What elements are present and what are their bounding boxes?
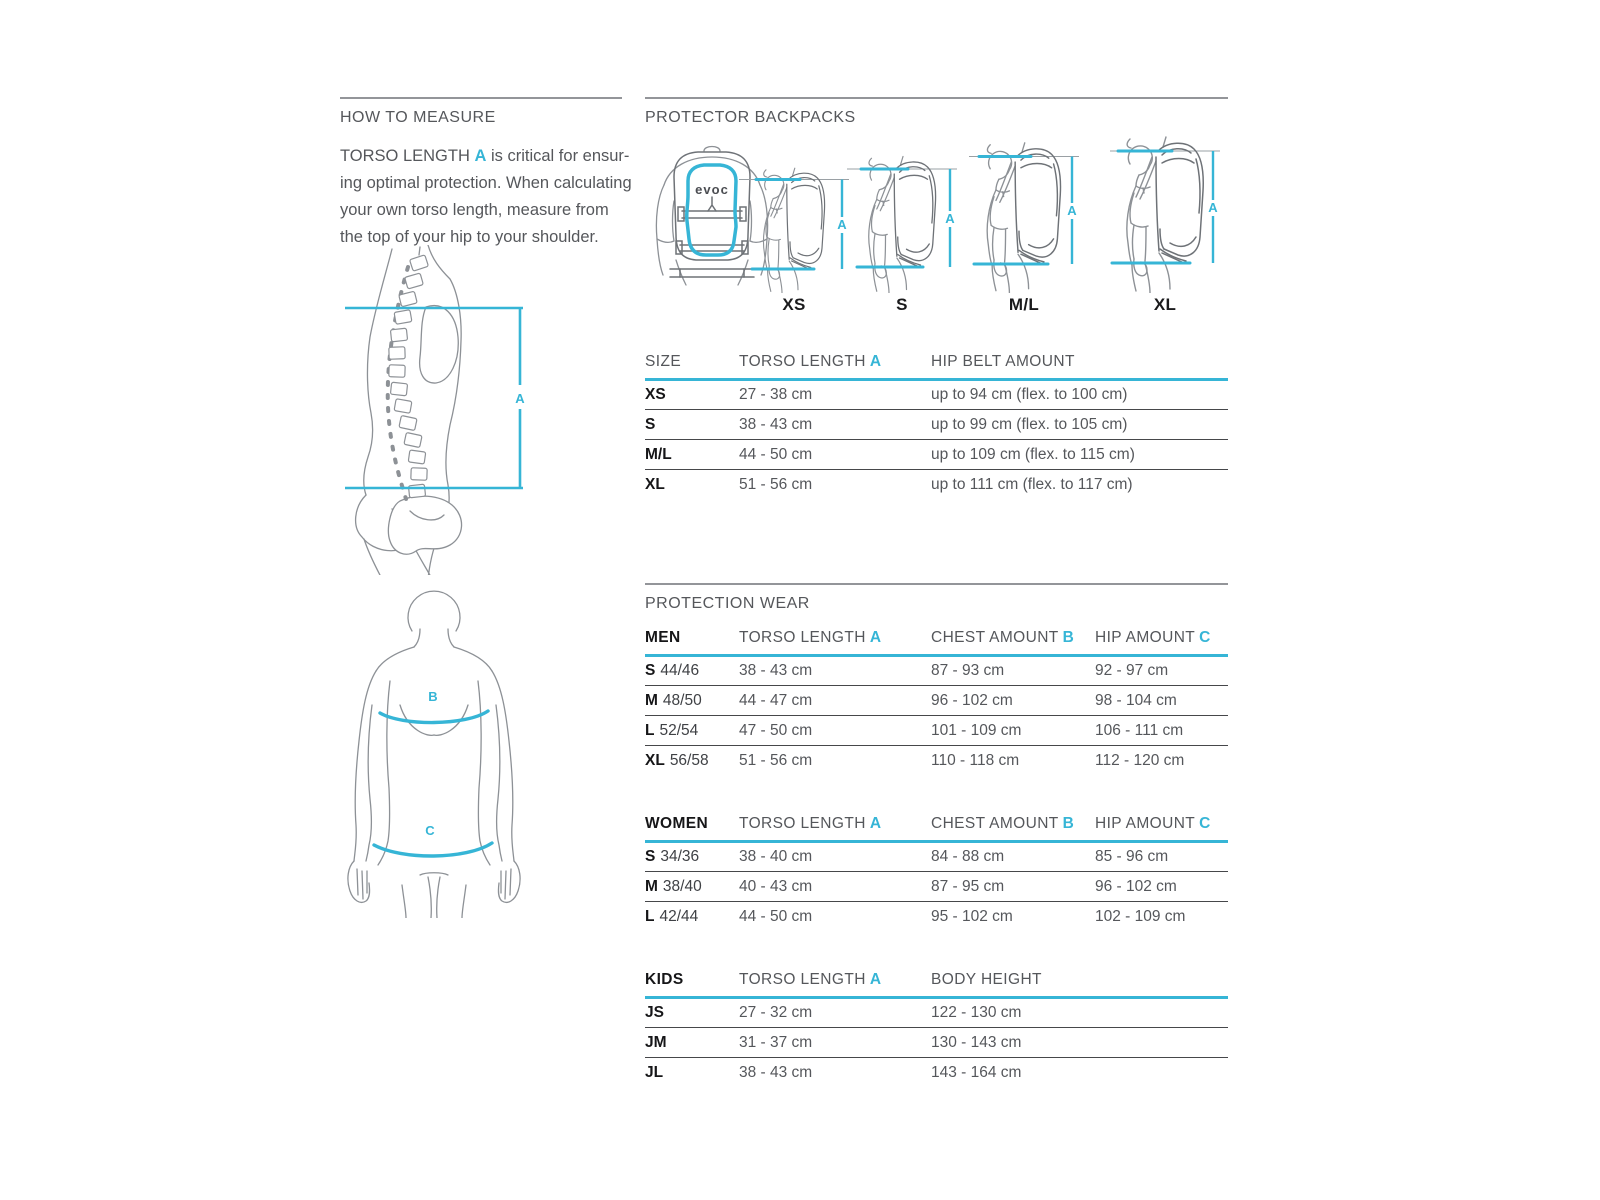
svg-text:A: A xyxy=(1067,203,1077,218)
backpack-illustrations xyxy=(645,133,1228,319)
col-torso-length: TORSO LENGTH A xyxy=(739,629,931,656)
col-torso-length: TORSO LENGTH A xyxy=(739,815,931,842)
women-size-table xyxy=(645,815,1228,932)
table-row: S 44/46 38 - 43 cm 87 - 93 cm 92 - 97 cm xyxy=(645,656,1228,686)
table-header-row xyxy=(645,815,1228,842)
col-torso-length: TORSO LENGTH A xyxy=(739,971,931,998)
measure-c-label: C xyxy=(425,823,435,838)
backpack-size-table xyxy=(645,353,1228,500)
kids-size-table xyxy=(645,971,1228,1088)
svg-text:A: A xyxy=(945,211,955,226)
backpack-side-s-illustration xyxy=(847,133,957,293)
backpack-side-ml-illustration xyxy=(969,133,1079,293)
table-row: S 38 - 43 cm up to 99 cm (flex. to 105 cm) xyxy=(645,410,1228,440)
col-hip-amount: HIP AMOUNT C xyxy=(1095,629,1228,656)
table-row: L 52/54 47 - 50 cm 101 - 109 cm 106 - 111 cm xyxy=(645,716,1228,746)
table-row: L 42/44 44 - 50 cm 95 - 102 cm 102 - 109 cm xyxy=(645,907,1186,925)
table-row: XL 56/58 51 - 56 cm 110 - 118 cm 112 - 120 cm xyxy=(645,751,1185,769)
table-row: XS 27 - 38 cm up to 94 cm (flex. to 100 cm) xyxy=(645,380,1228,410)
col-body-height: BODY HEIGHT xyxy=(931,971,1228,998)
measure-a-label: A xyxy=(515,391,525,406)
table-row: XL 51 - 56 cm up to 111 cm (flex. to 117 cm) xyxy=(645,475,1133,493)
measure-b-label: B xyxy=(428,689,438,704)
table-header-row xyxy=(645,629,1228,656)
torso-length-accent: A xyxy=(474,147,487,165)
backpack-side-xl-illustration xyxy=(1110,133,1220,293)
backpack-side-xs-illustration xyxy=(739,133,849,293)
table-row: JL 38 - 43 cm 143 - 164 cm xyxy=(645,1063,1022,1081)
how-to-measure-copy xyxy=(340,143,640,251)
table-row: M/L 44 - 50 cm up to 109 cm (flex. to 115 cm) xyxy=(645,440,1228,470)
size-label-xl: XL xyxy=(1153,295,1177,314)
size-label-xs: XS xyxy=(782,295,806,314)
copy-line-3: your own torso length, measure from xyxy=(340,201,609,219)
copy-line-4: the top of your hip to your shoulder. xyxy=(340,228,599,246)
table-header-row xyxy=(645,353,1228,380)
copy-line-1: TORSO LENGTH A is critical for ensur- xyxy=(340,147,630,165)
table-row: M 48/50 44 - 47 cm 96 - 102 cm 98 - 104 cm xyxy=(645,686,1228,716)
torso-front-diagram xyxy=(342,583,527,918)
col-torso-length: TORSO LENGTH A xyxy=(739,353,931,380)
table-row: JM 31 - 37 cm 130 - 143 cm xyxy=(645,1028,1228,1058)
table-row: S 34/36 38 - 40 cm 84 - 88 cm 85 - 96 cm xyxy=(645,842,1228,872)
size-label-s: S xyxy=(896,295,908,314)
how-to-measure-title: HOW TO MEASURE xyxy=(340,109,496,126)
section-divider xyxy=(645,583,1228,585)
evoc-logo: evoc xyxy=(695,182,729,197)
col-chest-amount: CHEST AMOUNT B xyxy=(931,629,1095,656)
copy-line-2: ing optimal protection. When calculating xyxy=(340,174,632,192)
col-group: KIDS xyxy=(645,971,739,998)
section-divider xyxy=(340,97,622,99)
svg-text:A: A xyxy=(837,217,847,232)
col-group: MEN xyxy=(645,629,739,656)
spine-diagram xyxy=(340,245,530,575)
men-size-table xyxy=(645,629,1228,776)
col-hip-amount: HIP AMOUNT C xyxy=(1095,815,1228,842)
protector-backpacks-title: PROTECTOR BACKPACKS xyxy=(645,109,856,126)
table-row: M 38/40 40 - 43 cm 87 - 95 cm 96 - 102 cm xyxy=(645,872,1228,902)
table-header-row xyxy=(645,971,1228,998)
size-label-ml: M/L xyxy=(1008,295,1040,314)
back-protector-highlight xyxy=(687,165,736,255)
table-row: JS 27 - 32 cm 122 - 130 cm xyxy=(645,998,1228,1028)
section-divider xyxy=(645,97,1228,99)
col-size: SIZE xyxy=(645,353,739,380)
col-chest-amount: CHEST AMOUNT B xyxy=(931,815,1095,842)
col-group: WOMEN xyxy=(645,815,739,842)
protection-wear-title: PROTECTION WEAR xyxy=(645,595,810,612)
col-hip-belt: HIP BELT AMOUNT xyxy=(931,353,1228,380)
svg-text:A: A xyxy=(1208,200,1218,215)
